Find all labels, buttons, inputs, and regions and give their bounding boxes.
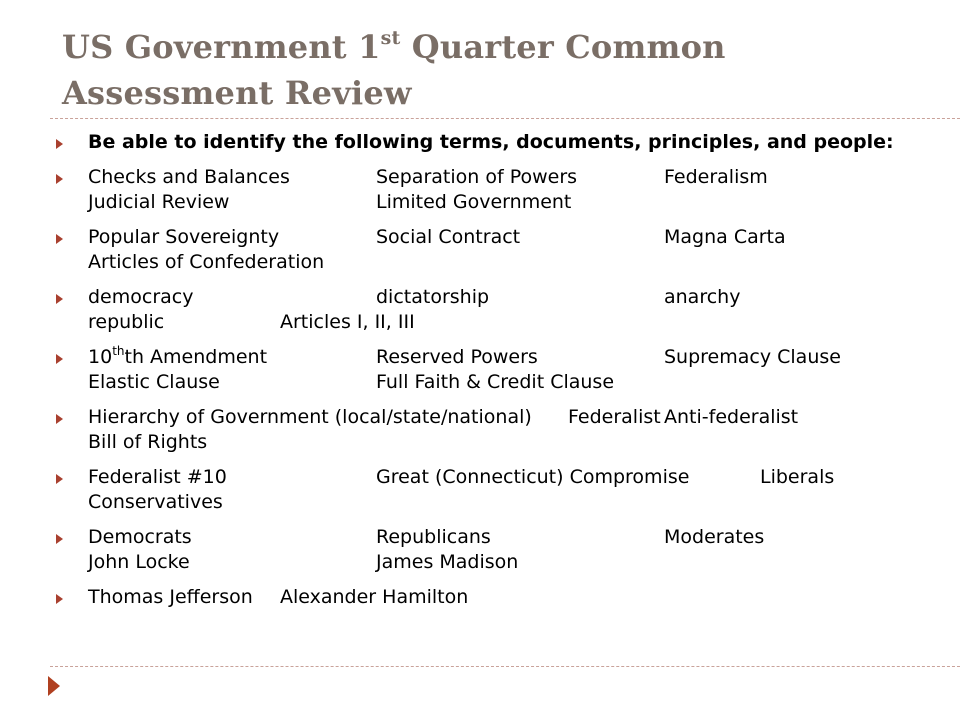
next-slide-arrow-icon[interactable]	[48, 676, 60, 696]
triangle-right-icon	[56, 414, 63, 424]
triangle-right-icon	[56, 174, 63, 184]
bullet-item: Hierarchy of Government (local/state/national) Federalist Anti-federalist Bill of Rights	[56, 405, 916, 455]
slide-title: US Government 1st Quarter Common Assessment Review	[62, 27, 726, 112]
bullet-item: Be able to identify the following terms, documents, principles, and people:	[56, 130, 916, 155]
bullet-item: Thomas Jefferson Alexander Hamilton	[56, 585, 916, 610]
bullet-item: Federalist #10 Great (Connecticut) Compromise Liberals Conservatives	[56, 465, 916, 515]
bullet-item: Checks and Balances Separation of Powers Federalism Judicial Review Limited Government	[56, 165, 916, 215]
triangle-right-icon	[56, 534, 63, 544]
bullet-list	[56, 130, 952, 620]
bullet-item: Popular Sovereignty Social Contract Magna Carta Articles of Confederation	[56, 225, 916, 275]
bottom-divider	[50, 666, 960, 667]
triangle-right-icon	[56, 234, 63, 244]
triangle-right-icon	[56, 354, 63, 364]
bullet-item: 10thth Amendment Reserved Powers Supremacy Clause Elastic Clause Full Faith & Credit Clause	[56, 345, 916, 395]
triangle-right-icon	[56, 139, 63, 149]
top-divider	[50, 118, 960, 119]
bullet-item: Democrats Republicans Moderates John Locke James Madison	[56, 525, 916, 575]
bullet-item: democracy dictatorship anarchy republic Articles I, II, III	[56, 285, 916, 335]
triangle-right-icon	[56, 594, 63, 604]
triangle-right-icon	[56, 474, 63, 484]
triangle-right-icon	[56, 294, 63, 304]
